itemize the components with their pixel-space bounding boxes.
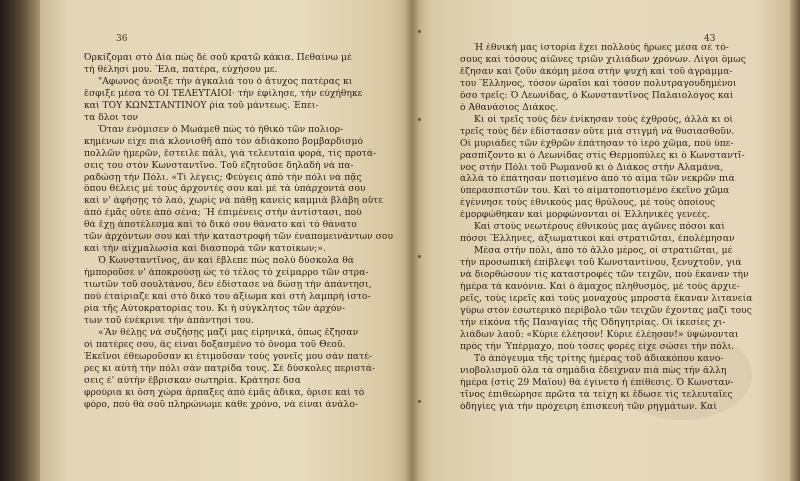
book-left-edge xyxy=(0,0,40,481)
text-line: τῖνος ἐπιθεώρησε πρῶτα τὰ τείχη κι ἔδωσε τὶς τελευταῖες xyxy=(460,389,733,400)
text-line: τρεῖς τοὺς δὲν ἐδίστασαν οὔτε μιὰ στιγμὴ νὰ θυσιασθοῦν. xyxy=(460,126,735,137)
text-line: Ὁ Κωνσταντῖνος, ἂν καὶ ἔβλεπε πὼς πολὺ δύσκολα θὰ xyxy=(98,256,354,267)
text-line: ἀπὸ ἐμᾶς οὔτε ἀπὸ σένα; Ἢ ἐπιμένεις στὴν ἀντίστασι, ποὺ xyxy=(84,208,362,219)
text-line: ἐγέννησε τοὺς ἐθνικοὺς μας θρύλους, μὲ τοὺς ὁποίους xyxy=(460,198,716,209)
text-line: ρεῖς, τοὺς ἱερεῖς καὶ τοὺς μοναχοὺς μπροστά ἔκαναν λιτανεία xyxy=(460,294,753,305)
page-number-right: 43 xyxy=(704,34,716,44)
text-line: ρία τῆς Αὐτοκρατορίας του. Κι ἡ σύγκλητος τῶν ἀρχόν- xyxy=(84,304,346,315)
text-line: νιοβολισμοῦ ὅλα τὰ σημάδια ἔδειχναν πιὰ πὼς τὴν ἄλλη xyxy=(460,365,727,376)
text-line: Ἡ ἐθνική μας ἱστορία ἔχει πολλοὺς ἥρωες μέσα σὲ τό- xyxy=(474,43,729,53)
text-line: σεις ἐ' αὐτὴν ἔβρισκαν σωτηρία. Κράτησε δσα xyxy=(84,375,302,386)
text-line: τῶν ἀρχόντων σου καὶ τὴν καταστροφὴ τῶν ἐναπομεινάντων σου xyxy=(84,232,394,243)
text-line: οἱ πατέρες σου, ἃς εἶναι δοξασμένο τὸ ὄνομα τοῦ Θεοῦ. xyxy=(84,339,346,350)
text-line: του Ἕλληνος, τόσον ὡραῖοι καὶ τόσον πολυτραγουδημένοι xyxy=(460,78,737,89)
text-line: ὅπου θέλεις μὲ τοὺς ἄρχοντές σου καὶ μὲ τὰ ὑπάρχοντά σου xyxy=(84,184,366,195)
text-line: ποὺ ἐταίριαζε καὶ στὸ δικό του ἀξίωμα καὶ στὴ λαμπρὴ ἱστο- xyxy=(84,292,371,303)
text-line: φρούρια κι ὅση χώρα ἅρπαξες ἀπὸ ἐμᾶς ἄδικα, ὅρισε καὶ τὸ xyxy=(84,387,365,398)
book-right-edge xyxy=(790,0,800,481)
text-line: καὶ ΤΟΥ ΚΩΝΣΤΑΝΤΙΝΟΥ ῥία τοῦ μάντεως. Ἐπει- xyxy=(84,100,319,111)
text-line: Ὅταν ἐνόμισεν ὁ Μωάμεθ πὼς τὸ ἠθικὸ τῶν πολιορ- xyxy=(98,124,344,135)
text-line: λιάδων λαοῦ: «Κύριε ἐλέησον! Κύριε ἐλέησον!» ὑψώνονται xyxy=(460,329,739,340)
text-line: τὴν προσωπικὴ ἐπίβλεψι τοῦ Κωνσταντίνου, ξενυχτοῦν, γιὰ xyxy=(460,258,742,269)
text-line: ἀλλὰ τὸ ἐπάτησαν ποτισμένο ἀπὸ τὸ αἷμα τῶν νεκρῶν πιὰ xyxy=(460,174,735,185)
text-line: των τοῦ ἐνέκρινε τὴν ἀπάντησί του. xyxy=(84,315,254,326)
text-line: κημένων εἶχε πιὰ κλονισθῆ ἀπὸ τὸν ἀδιάκοπο βομβαρδισμὸ xyxy=(84,136,364,147)
text-line: ὁ Ἀθανάσιος Διάκος. xyxy=(460,102,559,113)
text-line: τὴ θέλησί μου. Ἔλα, πατέρα, εὐχήσου με. xyxy=(84,64,278,75)
text-line: πρὸς τὴν Ὑπέρμαχο, ποὺ τόσες φορὲς εἶχε σώσει τὴν πόλι. xyxy=(460,341,735,352)
text-line: τιωτῶν τοῦ σουλτάνου, δὲν ἐδίστασε νὰ δώσῃ τὴν ἀπάντησι, xyxy=(84,280,372,291)
left-page xyxy=(40,0,412,481)
text-line: πόσοι Ἕλληνες, ἀξιωματικοὶ καὶ στρατιῶται, ἐπολέμησαν xyxy=(460,234,735,245)
text-line: φόρο, ποὺ θὰ σοῦ πληρώνωμε κάθε χρόνο, νὰ εἶναι ἀνάλο- xyxy=(84,399,359,410)
text-line: σους καὶ τόσους αἰῶνες τριῶν χιλιάδων χρόνων. Λίγοι ὅμως xyxy=(460,54,746,65)
text-line: Κι οἱ τρεῖς τοὺς δὲν ἐνίκησαν τοὺς ἐχθρούς, ἀλλὰ κι οἱ xyxy=(474,114,734,125)
text-line: "Αφωνος ἄνοιξε τὴν ἀγκαλιά του ὁ ἄτυχος πατέρας κι xyxy=(98,76,353,87)
text-line: ἠμποροῦσε ν' ἀποκρούσῃ ὡς τὸ τέλος τὸ χείμαρρο τῶν στρα- xyxy=(84,268,369,279)
text-line: καὶ ν' ἀφήσῃς τὸ λαό, χωρὶς νὰ πάθῃ κανεὶς καμμιὰ βλάβη οὔτε xyxy=(84,196,384,207)
text-line: ὑπερασπιστῶν του. Καὶ τὸ αἱματοποτισμένο ἐκεῖνο χῶμα xyxy=(460,186,730,197)
book-gutter xyxy=(404,0,420,481)
text-line: «Ἂν θέλῃς νὰ συζήσῃς μαζί μας εἰρηνικά, ὅπως ἔζησαν xyxy=(98,327,359,338)
text-line: θὰ ἔχῃ ἀποτέλεσμα καὶ τὸ δικό σου θάνατο καὶ τὸ θάνατο xyxy=(84,220,357,231)
text-line: ἡμέρα τὰ κανόνια. Καὶ ὁ ἄμαχος πληθυσμός, μὲ τοὺς ἀρχιε- xyxy=(460,282,740,293)
text-line: τα δλοι τον xyxy=(84,112,138,123)
right-page xyxy=(412,0,790,481)
text-line: ραδώσῃ τὴν Πόλι. «Τί λέγεις; Φεύγεις ἀπὸ τὴν πόλι νὰ πᾷς xyxy=(84,172,362,183)
text-line: Τὸ ἀπόγευμα τῆς τρίτης ἡμέρας τοῦ ἀδιακόπου κανο- xyxy=(474,353,724,364)
text-line: Οἱ μυριάδες τῶν ἐχθρῶν ἐπάτησαν τὸ ἱερὸ χῶμα, ποὺ ὑπε- xyxy=(460,138,734,149)
text-line: νος στὴν Πόλι τοῦ Ρωμανοῦ κι ὁ Διάκος στὴν Ἀλαμάνα, xyxy=(460,162,724,173)
text-line: ἔσφιξε μέσα τὸ ΟΙ ΤΕΛΕΥΤΑΙΟΙ· τὴν ἐφίλησε, τὴν εὐχήθηκε xyxy=(84,88,363,99)
text-line: τὴν εἰκόνα τῆς Παναγίας τῆς Ὁδηγητρίας. Οἱ ἱκεσίες χι- xyxy=(460,317,726,328)
text-line: νὰ διορθώσουν τὶς καταστροφὲς τῶν τειχῶν, ποὺ ἔκαναν τὴν xyxy=(460,270,749,281)
text-line: Ἐκεῖνοι ἐθεωροῦσαν κι ἐτιμοῦσαν τοὺς γονεῖς μου σὰν πατέ- xyxy=(84,351,373,362)
text-line: ὁδηγίες γιὰ τὴν πρόχειρη ἐπισκευὴ τῶν ρηγμάτων. Καὶ xyxy=(460,401,718,412)
text-line: ρασπίζοντο κι ὁ Λεωνίδας στὶς Θερμοπύλες κι ὁ Κωνσταντῖ- xyxy=(460,150,745,161)
page-number-left: 36 xyxy=(116,34,128,44)
text-line: ἔζησαν καὶ ζοῦν ἀκόμη μέσα στὴν ψυχὴ καὶ τοῦ ἀγράμμα- xyxy=(460,66,733,77)
text-line: Ὀρκίζομαι στὸ Δία πὼς δὲ σοῦ κρατῶ κάκια. Πεθαίνω μὲ xyxy=(84,53,352,63)
text-line: ὅσο τρεῖς: Ὁ Λεωνίδας, ὁ Κωνσταντῖνος Παλαιολόγος καὶ xyxy=(460,90,734,101)
left-page-text xyxy=(84,53,400,412)
text-line: Μέσα στὴν πόλι, ἀπὸ τὸ ἄλλο μέρος, οἱ στρατιῶται, μὲ xyxy=(474,246,733,257)
text-line: ἐμορφώθηκαν καὶ μορφώνονται οἱ Ἑλληνικὲς γενεές. xyxy=(460,210,711,221)
text-line: γύρω στὸν ἐσωτερικὸ περίβολο τῶν τειχῶν ἔχοντας μαζί τους xyxy=(460,305,752,316)
right-page-text xyxy=(460,43,768,414)
text-line: πολλῶν ἡμερῶν, ἔστειλε πάλι, γιὰ τελευταία φορά, τὶς προτά- xyxy=(84,148,377,159)
text-line: καὶ τὴν αἰχμαλωσία καὶ διασπορὰ τῶν κατοίκων;». xyxy=(84,244,327,255)
text-line: Καὶ στοὺς νεωτέρους ἐθνικούς μας ἀγῶνες πόσοι καὶ xyxy=(474,222,725,233)
text-line: ρες κι αὐτὴ τὴν πόλι σὰν πατρίδα τους. Σὲ δύσκολες περιστά- xyxy=(84,363,376,374)
text-line: ἡμέρα (στὶς 29 Μαΐου) θὰ ἐγίνετο ἡ ἐπίθεσις. Ὁ Κωνσταν- xyxy=(460,377,734,388)
text-line: σεις του στὸν Κωνσταντῖνο. Τοῦ ἐζητοῦσε δηλαδὴ νὰ πα- xyxy=(84,160,354,171)
